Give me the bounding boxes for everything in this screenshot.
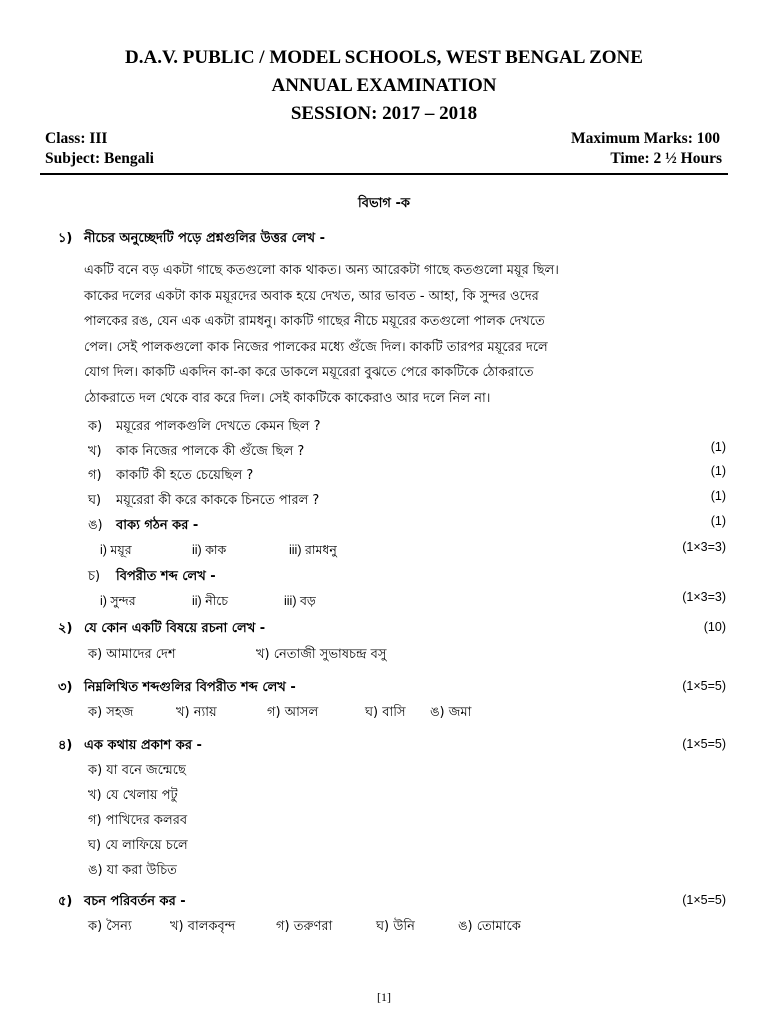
class-label: Class: III (45, 130, 108, 147)
item-text: ময়ূরের পালকগুলি দেখতে কেমন ছিল ? (116, 419, 321, 434)
item-text: বাক্য গঠন কর - (116, 518, 199, 533)
q1-title: নীচের অনুচ্ছেদটি পড়ে প্রশ্নগুলির উত্তর লেখ - (84, 231, 325, 246)
word: ii) নীচে (192, 594, 228, 608)
q4-title: এক কথায় প্রকাশ কর - (84, 738, 202, 753)
q3-word: ক) সহজ (88, 705, 134, 720)
q2-title: যে কোন একটি বিষয়ে রচনা লেখ - (84, 621, 266, 636)
q4-number: ৪) (58, 738, 73, 753)
row-marks: (1×3=3) (682, 540, 726, 554)
item-text: বিপরীত শব্দ লেখ - (116, 569, 216, 584)
q3-number: ৩) (58, 680, 73, 695)
q2-option: খ) নেতাজী সুভাষচন্দ্র বসু (256, 647, 387, 662)
item-label: গ) (88, 468, 102, 483)
q5-word: ক) সৈন্য (88, 919, 132, 934)
item-marks: (1) (710, 514, 726, 528)
word: i) সুন্দর (100, 594, 136, 608)
item-marks: (1) (710, 440, 726, 454)
q3-title: নিম্নলিখিত শব্দগুলির বিপরীত শব্দ লেখ - (84, 680, 296, 695)
session: SESSION: 2017 – 2018 (290, 103, 478, 124)
passage-line: কাকের দলের একটা কাক ময়ূরদের অবাক হয়ে দেখত, আর ভাবত - আহা, কি সুন্দর ওদের (84, 288, 539, 304)
q4-item: ক) যা বনে জন্মেছে (88, 763, 186, 778)
q3-word: খ) ন্যায় (176, 705, 217, 720)
word: i) ময়ূর (100, 543, 132, 557)
q4-item: গ) পাখিদের কলরব (88, 813, 188, 828)
item-label: চ) (88, 569, 101, 584)
passage-line: যোগ দিল। কাকটি একদিন কা-কা করে ডাকলে ময়ূরেরা বুঝতে পেরে কাকটিকে ঠোকরাতে (84, 365, 534, 380)
page-number: [1] (377, 990, 391, 1004)
q5-word: গ) তরুণরা (276, 919, 333, 934)
q5-word: ঙ) তোমাকে (458, 919, 521, 934)
passage-line: পেল। সেই পালকগুলো কাক নিজের পালকের মধ্যে গুঁজে দিল। কাকটি তারপর ময়ূরের দলে (84, 339, 548, 355)
subject-label: Subject: Bengali (45, 150, 154, 167)
item-marks: (1) (710, 489, 726, 503)
word: iii) রামধনু (289, 543, 337, 557)
q2-marks: (10) (703, 620, 726, 634)
item-label: ক) (88, 419, 103, 434)
q1-number: ১) (58, 231, 73, 246)
q5-word: ঘ) উনি (376, 919, 415, 934)
q2-number: ২) (58, 621, 73, 636)
q4-item: ঙ) যা করা উচিত (88, 863, 177, 878)
word: iii) বড় (284, 594, 316, 608)
item-text: কাকটি কী হতে চেয়েছিল ? (116, 468, 254, 483)
item-label: ঙ) (88, 518, 103, 533)
q3-marks: (1×5=5) (682, 679, 726, 693)
item-label: খ) (88, 444, 102, 459)
passage-line: পালকের রঙ, যেন এক একটা রামধনু। কাকটি গাছের নীচে ময়ূরের কতগুলো পালক দেখতে (84, 314, 545, 329)
q4-item: ঘ) যে লাফিয়ে চলে (88, 838, 188, 853)
header-divider (40, 173, 728, 175)
q4-item: খ) যে খেলায় পটু (88, 788, 178, 803)
time-allowed: Time: 2 ½ Hours (610, 150, 722, 167)
q3-word: গ) আসল (267, 705, 319, 720)
section-title: বিভাগ -ক (358, 196, 410, 211)
exam-title: ANNUAL EXAMINATION (271, 75, 497, 96)
q4-marks: (1×5=5) (682, 737, 726, 751)
max-marks: Maximum Marks: 100 (571, 130, 720, 147)
q3-word: ঘ) বাসি (365, 705, 406, 720)
q5-word: খ) বালকবৃন্দ (170, 919, 236, 934)
item-text: ময়ূরেরা কী করে কাককে চিনতে পারল ? (116, 493, 320, 508)
q3-word: ঙ) জমা (430, 705, 472, 720)
q2-option: ক) আমাদের দেশ (88, 647, 176, 662)
q5-marks: (1×5=5) (682, 893, 726, 907)
passage-line: ঠোকরাতে দল থেকে বার করে দিল। সেই কাকটিকে কাকেরাও আর দলে নিল না। (84, 390, 491, 406)
item-marks: (1) (710, 464, 726, 478)
row-marks: (1×3=3) (682, 590, 726, 604)
school-name: D.A.V. PUBLIC / MODEL SCHOOLS, WEST BENGAL ZONE (125, 47, 643, 68)
item-label: ঘ) (88, 493, 102, 508)
item-text: কাক নিজের পালকে কী গুঁজে ছিল ? (116, 444, 305, 459)
word: ii) কাক (192, 543, 227, 557)
q1-passage (84, 258, 652, 411)
passage-line: একটি বনে বড় একটা গাছে কতগুলো কাক থাকত। অন্য আরেকটা গাছে কতগুলো ময়ূর ছিল। (84, 263, 559, 278)
q5-number: ৫) (58, 894, 73, 909)
q5-title: বচন পরিবর্তন কর - (84, 894, 186, 909)
